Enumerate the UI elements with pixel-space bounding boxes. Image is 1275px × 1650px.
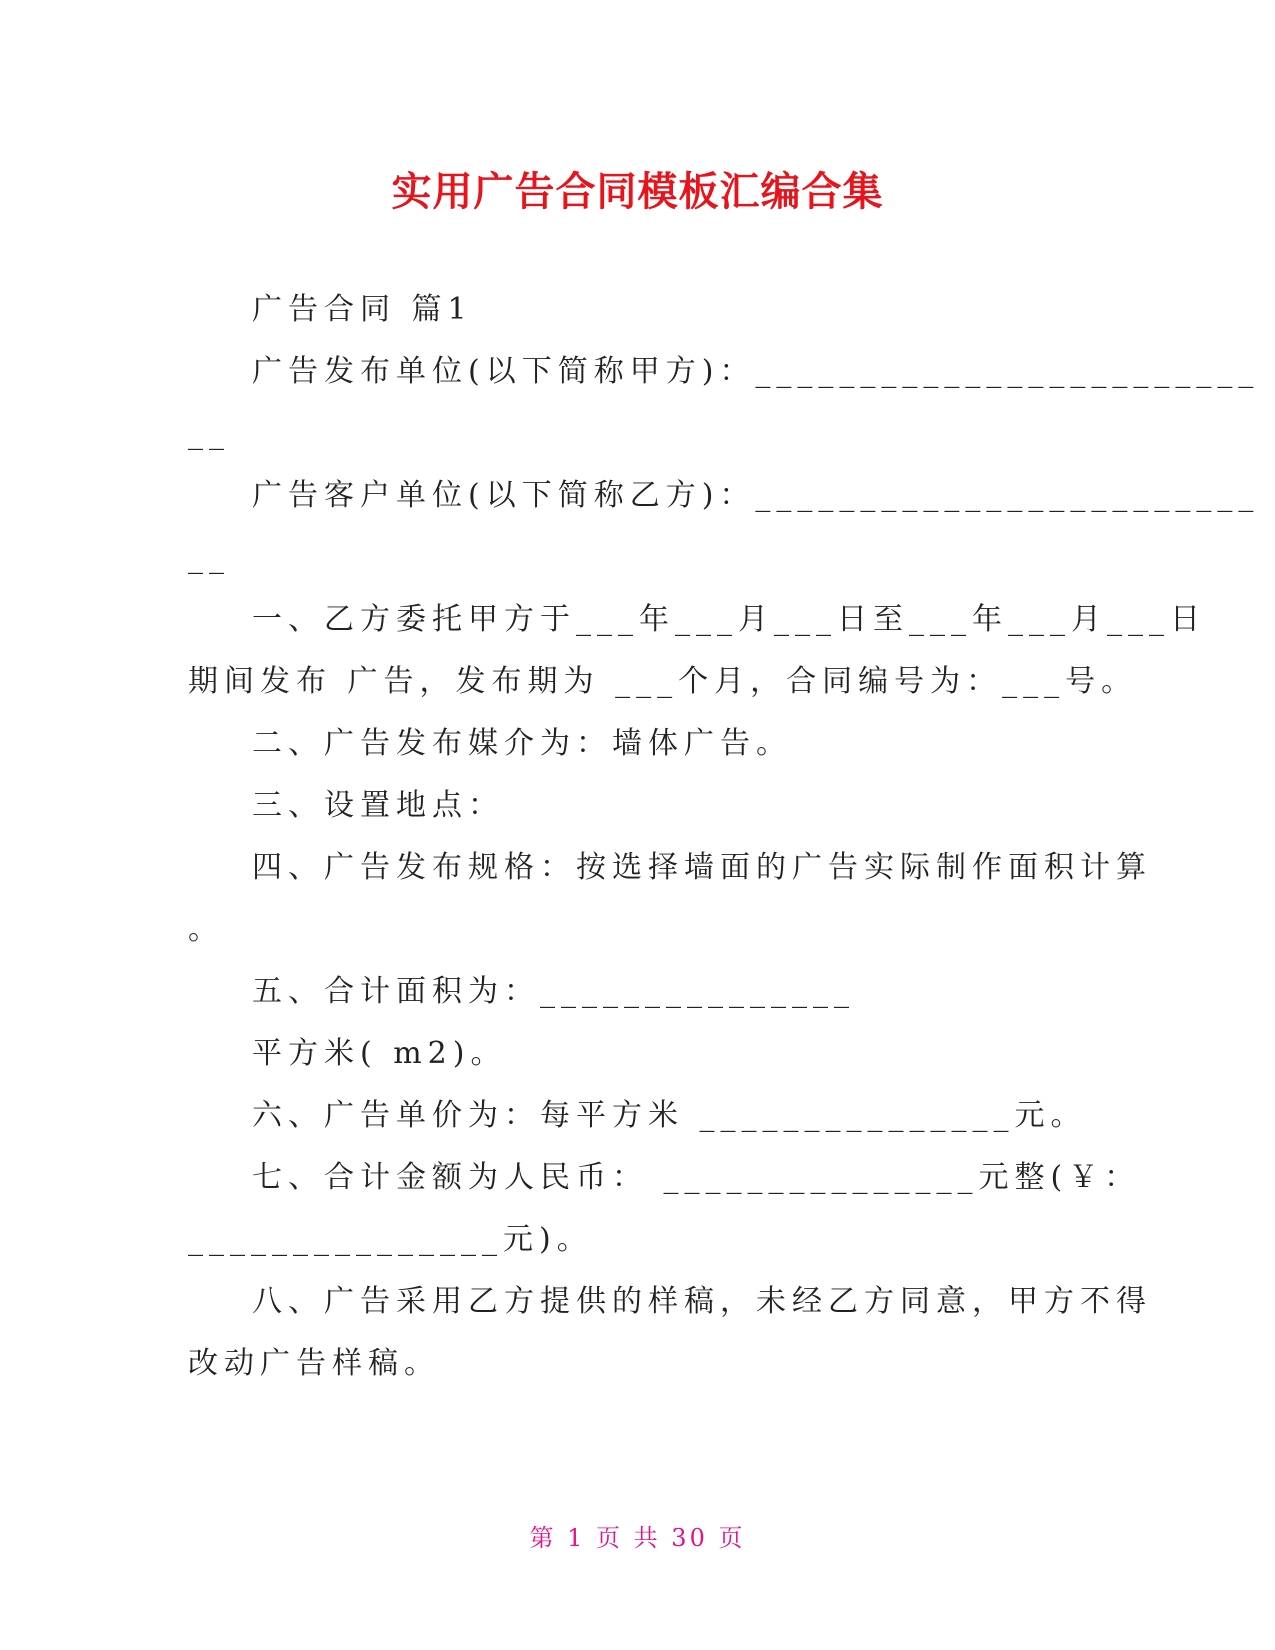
page-number: 第 1 页 共 30 页 <box>529 1524 746 1552</box>
clause-6: 六、广告单价为：每平方米 _______________元。 <box>252 1098 1087 1133</box>
clause-8: 八、广告采用乙方提供的样稿，未经乙方同意，甲方不得 <box>252 1284 1152 1319</box>
clause-1-continuation: 期间发布 广告，发布期为 ___个月，合同编号为：___号。 <box>188 664 1138 699</box>
party-b-field: 广告客户单位(以下简称乙方)：________________________ <box>252 478 1260 513</box>
document-title: 实用广告合同模板汇编合集 <box>391 169 884 215</box>
clause-4-continuation: 。 <box>188 912 224 947</box>
party-a-field: 广告发布单位(以下简称甲方)：________________________ <box>252 354 1260 389</box>
clause-5: 五、合计面积为：_______________ <box>252 974 855 1009</box>
party-b-field-continuation: __ <box>188 540 230 575</box>
clause-2: 二、广告发布媒介为：墙体广告。 <box>252 726 792 761</box>
clause-5-unit: 平方米( m2)。 <box>252 1036 507 1071</box>
clause-7: 七、合计金额为人民币： _______________元整(￥： <box>252 1160 1141 1195</box>
clause-8-continuation: 改动广告样稿。 <box>188 1346 440 1381</box>
party-a-field-continuation: __ <box>188 416 230 451</box>
section-heading: 广告合同 篇1 <box>252 292 473 327</box>
clause-3: 三、设置地点： <box>252 788 504 823</box>
clause-4: 四、广告发布规格：按选择墙面的广告实际制作面积计算 <box>252 850 1152 885</box>
clause-1: 一、乙方委托甲方于___年___月___日至___年___月___日 <box>252 602 1206 637</box>
clause-7-continuation: _______________元)。 <box>188 1222 593 1257</box>
